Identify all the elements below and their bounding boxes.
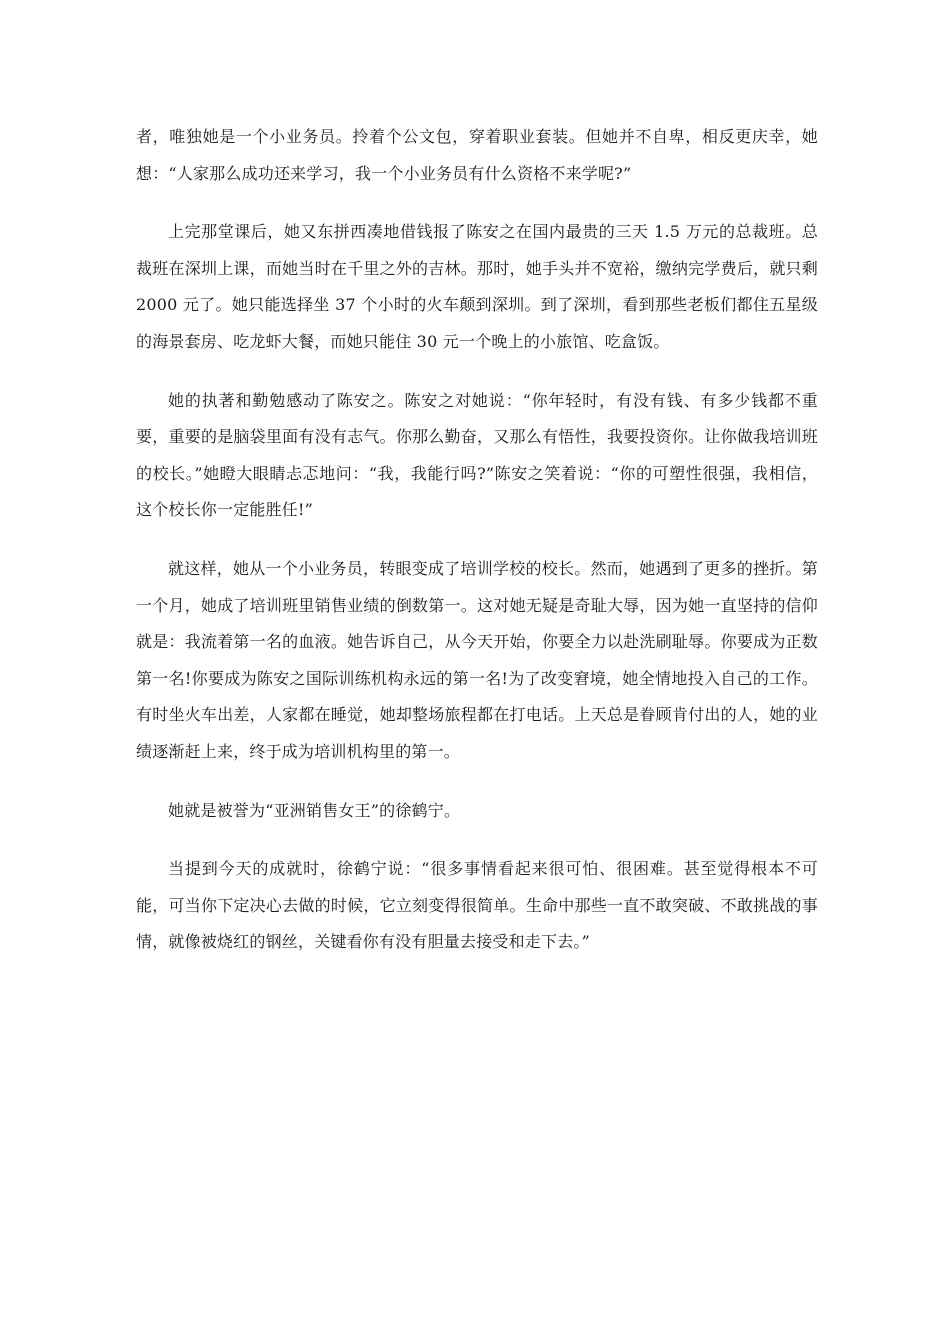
paragraph-principal-struggle: 就这样，她从一个小业务员，转眼变成了培训学校的校长。然而，她遇到了更多的挫折。第一个月，她成了培训班里销售业绩的倒数第一。这对她无疑是奇耻大辱，因为她一直坚持的信仰就是：我流着第一名的血液。她告诉自己，从今天开始，你要全力以赴洗刷耻辱。你要成为正数第一名!你要成为陈安之国际训练机构永远的第一名!为了改变窘境，她全情地投入自己的工作。有时坐火车出差，人家都在睡觉，她却整场旅程都在打电话。上天总是眷顾肯付出的人，她的业绩逐渐赶上来，终于成为培训机构里的第一。 <box>136 558 818 761</box>
paragraph-ceo-course: 上完那堂课后，她又东拼西凑地借钱报了陈安之在国内最贵的三天 1.5 万元的总裁班。总裁班在深圳上课，而她当时在千里之外的吉林。那时，她手头并不宽裕，缴纳完学费后，就只剩 2000 元了。她只能选择坐 37 个小时的火车颠到深圳。到了深圳，看到那些老板们都住五星级的海景套房、吃龙虾大餐，而她只能住 30 元一个晚上的小旅馆、吃盒饭。 <box>136 222 818 351</box>
paragraph-continuation: 者，唯独她是一个小业务员。拎着个公文包，穿着职业套装。但她并不自卑，相反更庆幸，她想：“人家那么成功还来学习，我一个小业务员有什么资格不来学呢?” <box>136 127 818 183</box>
document-body <box>136 119 818 983</box>
paragraph-mentor-offer: 她的执著和勤勉感动了陈安之。陈安之对她说：“你年轻时，有没有钱、有多少钱都不重要，重要的是脑袋里面有没有志气。你那么勤奋，又那么有悟性，我要投资你。让你做我培训班的校长。”她瞪大眼睛忐忑地问：“我，我能行吗?”陈安之笑着说：“你的可塑性很强，我相信，这个校长你一定能胜任!” <box>136 390 818 520</box>
paragraph-closing-quote: 当提到今天的成就时，徐鹤宁说：“很多事情看起来很可怕、很困难。甚至觉得根本不可能，可当你下定决心去做的时候，它立刻变得很简单。生命中那些一直不敢突破、不敢挑战的事情，就像被烧红的钢丝，关键看你有没有胆量去接受和走下去。” <box>136 859 818 952</box>
paragraph-identity-reveal: 她就是被誉为“亚洲销售女王”的徐鹤宁。 <box>168 800 461 820</box>
